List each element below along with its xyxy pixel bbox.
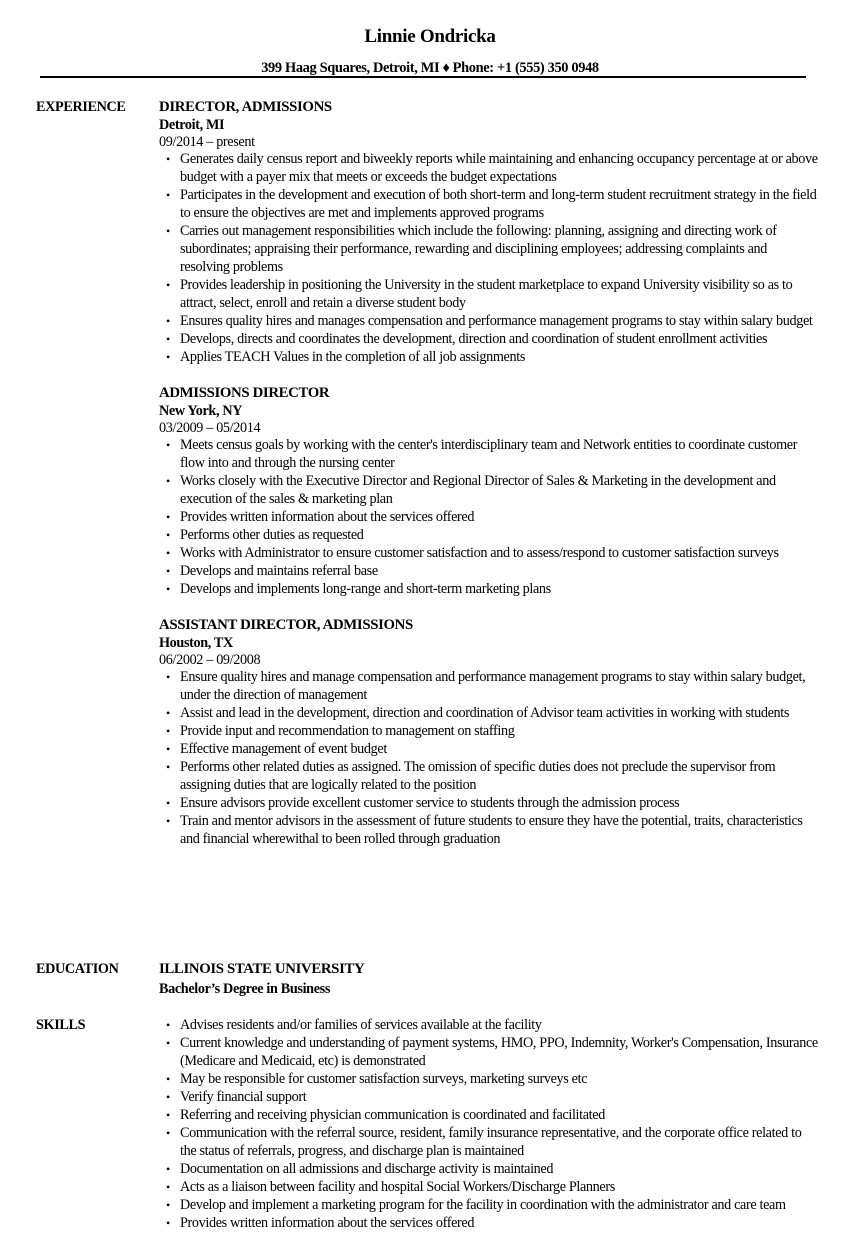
degree: Bachelor’s Degree in Business <box>159 981 330 997</box>
bullet-item: • Works with Administrator to ensure customer satisfaction and to assess/respond to customer satisfaction surveys <box>159 544 819 562</box>
bullet-item: • Carries out management responsibilities which include the following: planning, assigning and directing work of subordinates; appraising their performance, rewarding and disciplining employees; addressing complaints and resolving problems <box>159 222 819 276</box>
job-bullets <box>159 668 819 848</box>
job-dates: 09/2014 – present <box>159 134 255 150</box>
bullet-item: • Ensure advisors provide excellent customer service to students through the admission process <box>159 794 819 812</box>
skill-item: • May be responsible for customer satisfaction surveys, marketing surveys etc <box>159 1070 819 1088</box>
skill-item: • Verify financial support <box>159 1088 819 1106</box>
job-dates: 06/2002 – 09/2008 <box>159 652 261 668</box>
bullet-item: • Develops and implements long-range and short-term marketing plans <box>159 580 819 598</box>
bullet-item: • Meets census goals by working with the center's interdisciplinary team and Network entities to coordinate customer flow into and through the nursing center <box>159 436 819 472</box>
skill-item: • Referring and receiving physician communication is coordinated and facilitated <box>159 1106 819 1124</box>
bullet-item: • Generates daily census report and biweekly reports while maintaining and enhancing occupancy percentage at or above budget with a payer mix that meets or exceeds the budget expectations <box>159 150 819 186</box>
bullet-item: • Works closely with the Executive Director and Regional Director of Sales & Marketing in the development and execution of the sales & marketing plan <box>159 472 819 508</box>
bullet-item: • Provides leadership in positioning the University in the student marketplace to expand University visibility so as to attract, select, enroll and retain a diverse student body <box>159 276 819 312</box>
section-label-skills: SKILLS <box>36 1017 86 1033</box>
bullet-item: • Develops, directs and coordinates the development, direction and coordination of student enrollment activities <box>159 330 819 348</box>
bullet-item: • Provides written information about the services offered <box>159 508 819 526</box>
header-divider <box>40 76 806 78</box>
education-body <box>159 960 819 1000</box>
skill-item: • Communication with the referral source, resident, family insurance representative, and the corporate office related to the status of referrals, progress, and discharge plan is maintained <box>159 1124 819 1160</box>
skills-list <box>159 1016 819 1232</box>
bullet-item: • Participates in the development and execution of both short-term and long-term student recruitment strategy in the field to ensure the objectives are met and implements approved programs <box>159 186 819 222</box>
job-location: Detroit, MI <box>159 117 225 133</box>
job-bullets <box>159 150 819 366</box>
school-name: ILLINOIS STATE UNIVERSITY <box>159 961 365 977</box>
job-entry <box>159 616 819 848</box>
job-title: DIRECTOR, ADMISSIONS <box>159 99 332 115</box>
resume-header <box>0 0 860 77</box>
section-label-education: EDUCATION <box>36 961 119 977</box>
bullet-item: • Assist and lead in the development, direction and coordination of Advisor team activities in working with students <box>159 704 819 722</box>
bullet-item: • Train and mentor advisors in the assessment of future students to ensure they have the potential, traits, characteristics and financial wherewithal to been rolled through graduation <box>159 812 819 848</box>
skill-item: • Advises residents and/or families of services available at the facility <box>159 1016 819 1034</box>
bullet-item: • Effective management of event budget <box>159 740 819 758</box>
bullet-item: • Develops and maintains referral base <box>159 562 819 580</box>
candidate-name: Linnie Ondricka <box>364 26 496 47</box>
job-dates: 03/2009 – 05/2014 <box>159 420 261 436</box>
job-title: ASSISTANT DIRECTOR, ADMISSIONS <box>159 617 413 633</box>
bullet-item: • Applies TEACH Values in the completion of all job assignments <box>159 348 819 366</box>
skill-item: • Current knowledge and understanding of payment systems, HMO, PPO, Indemnity, Worker's Compensation, Insurance (Medicare and Medicaid, etc) is demonstrated <box>159 1034 819 1070</box>
bullet-item: • Ensure quality hires and manage compensation and performance management programs to stay within salary budget, under the direction of management <box>159 668 819 704</box>
job-location: New York, NY <box>159 403 243 419</box>
job-location: Houston, TX <box>159 635 233 651</box>
job-entry <box>159 98 819 366</box>
bullet-item: • Provide input and recommendation to management on staffing <box>159 722 819 740</box>
section-label-experience: EXPERIENCE <box>36 99 126 115</box>
bullet-item: • Performs other duties as requested <box>159 526 819 544</box>
job-title: ADMISSIONS DIRECTOR <box>159 385 330 401</box>
experience-body <box>159 98 819 866</box>
skills-body <box>159 1016 819 1232</box>
contact-line: 399 Haag Squares, Detroit, MI ♦ Phone: +1 (555) 350 0948 <box>261 60 599 76</box>
job-entry <box>159 384 819 598</box>
skill-item: • Provides written information about the services offered <box>159 1214 819 1232</box>
job-bullets <box>159 436 819 598</box>
skill-item: • Acts as a liaison between facility and hospital Social Workers/Discharge Planners <box>159 1178 819 1196</box>
bullet-item: • Ensures quality hires and manages compensation and performance management programs to stay within salary budget <box>159 312 819 330</box>
skill-item: • Documentation on all admissions and discharge activity is maintained <box>159 1160 819 1178</box>
bullet-item: • Performs other related duties as assigned. The omission of specific duties does not preclude the supervisor from assigning duties that are logically related to the position <box>159 758 819 794</box>
skill-item: • Develop and implement a marketing program for the facility in coordination with the administrator and care team <box>159 1196 819 1214</box>
